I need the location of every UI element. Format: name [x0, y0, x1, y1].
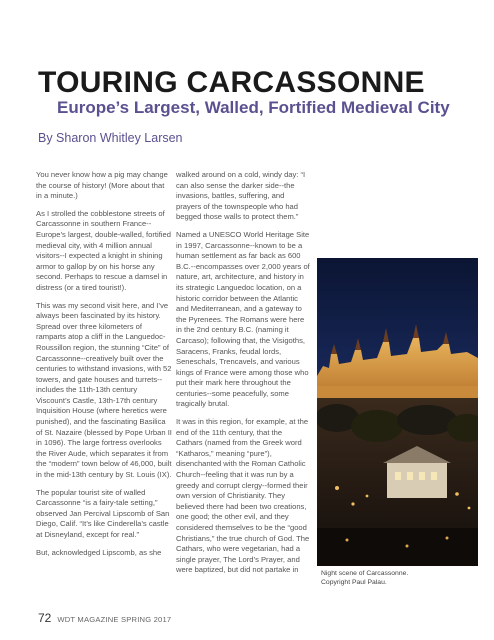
- carcassonne-night-photo: [317, 258, 478, 566]
- photo-caption: [321, 570, 481, 587]
- page-number: 72: [38, 611, 52, 625]
- paragraph: But, acknowledged Lipscomb, as she: [36, 547, 162, 557]
- page-footer: [38, 611, 171, 625]
- magazine-issue: WDT MAGAZINE SPRING 2017: [57, 615, 172, 624]
- paragraph: walked around on a cold, windy day: “I can also sense the darker side--the invasions, battles, suffering, and prayers of the townspeople who had begged those walls to protect them.”: [176, 170, 306, 222]
- caption-credit: Copyright Paul Palau.: [321, 578, 387, 586]
- middle-column: [176, 170, 310, 583]
- left-column: [36, 170, 172, 565]
- caption-line: Night scene of Carcassonne.: [321, 570, 409, 577]
- paragraph: You never know how a pig may change the course of history! (More about that in a minute.): [36, 170, 168, 201]
- paragraph: Named a UNESCO World Heritage Site in 1997, Carcassonne--known to be a human settlement as far back as 600 B.C.--encompasses over 2,000 years of nature, art, architecture, and history in its strategic Languedoc location, on a historic corridor between the Atlantic and Mediterranean, and a gateway to the Pyrenees. The Romans were here in the 2nd century B.C. (naming it Carcaso); following that, the Visigoths, Saracens, Franks, feudal lords, Seneschals, Trencavels, and various kings of France were among those who put their mark here throughout the centuries--some peacefully, some tragically brutal.: [176, 229, 310, 409]
- paragraph: The popular tourist site of walled Carcassonne “is a fairy-tale setting,” observed Jan Percival Lipscomb of San Diego, Calif. “It’s like Cinderella’s castle at Disneyland, except for real.”: [36, 487, 170, 539]
- paragraph: It was in this region, for example, at the end of the 11th century, that the Cathars (named from the Greek word “Katharos,” meaning “pure”), disenchanted with the Roman Catholic Church--feeling that it was run by a greedy and corrupt clergy--formed their own version of Christianity. They believed there had been two creations, one good; the other evil, and they considered themselves to be the “good Christians,” the true church of God. The Cathars, who were vegetarian, had a single prayer, The Lord’s Prayer, and were baptized, but did not partake in: [176, 417, 310, 575]
- article-byline: By Sharon Whitley Larsen: [38, 131, 183, 145]
- article-title: TOURING CARCASSONNE: [38, 66, 425, 99]
- paragraph: This was my second visit here, and I’ve always been fascinated by its history. Spread over three kilometers of ramparts atop a cliff in the Languedoc-Roussillon region, the stunning “Cite” of Carcassonne--creatively built over the centuries to withstand invasions, with 52 towers, and gate houses and turrets--includes the 11th-13th century Viscount’s Castle, 13th-17th century Inquisition House (where heretics were punished), and the fascinating Basilica of St. Nazaire (blessed by Pope Urban II in 1096). The large fortress overlooks the River Aude, which separates it from the “modern” town below of 46,000, built in the mid-13th century by St. Louis (IX).: [36, 300, 172, 480]
- article-subtitle: Europe’s Largest, Walled, Fortified Medieval City: [57, 98, 450, 117]
- paragraph: As I strolled the cobblestone streets of Carcassonne in southern France--Europe’s largest, double-walled, fortified medieval city, with 4 million annual visitors--I expected a knight in shining armor to gallop by on his horse any second. Perhaps to rescue a damsel in distress (or a tired tourist!).: [36, 208, 171, 292]
